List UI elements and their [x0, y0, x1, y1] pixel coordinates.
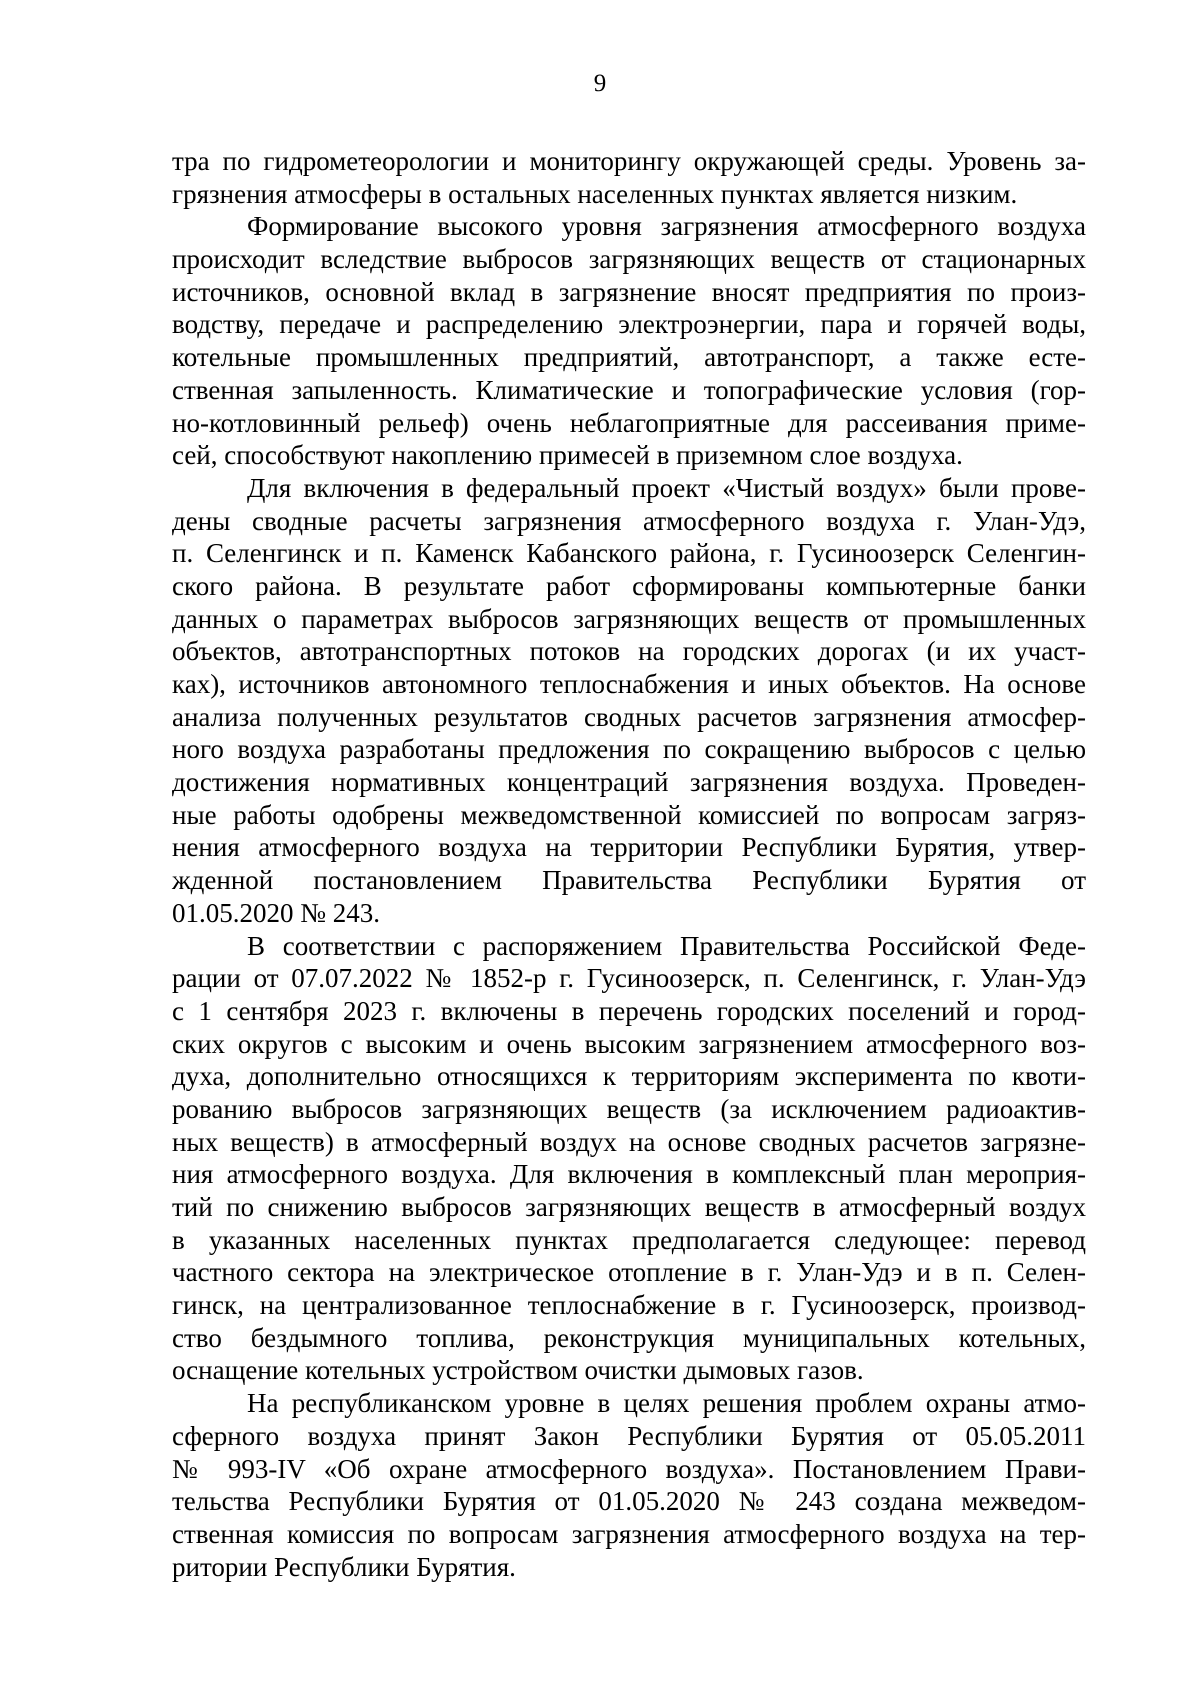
text-line: № 993-IV «Об охране атмосферного воздуха». Постановлением Прави-: [172, 1453, 1086, 1484]
text-line: п. Селенгинск и п. Каменск Кабанского района, г. Гусиноозерск Селенгин-: [172, 538, 1086, 569]
text-line: ках), источников автономного теплоснабжения и иных объектов. На основе: [172, 669, 1086, 699]
text-line: частного сектора на электрическое отопление в г. Улан-Удэ и в п. Селен-: [172, 1257, 1086, 1288]
paragraph: [172, 930, 1086, 1388]
text-line: дены сводные расчеты загрязнения атмосферного воздуха г. Улан-Удэ,: [172, 505, 1086, 536]
document-body: [172, 145, 1086, 1583]
text-line: котельные промышленных предприятий, автотранспорт, а также есте-: [172, 342, 1086, 373]
text-line: водству, передаче и распределению электроэнергии, пара и горячей воды,: [172, 309, 1086, 340]
text-line: достижения нормативных концентраций загрязнения воздуха. Проведен-: [172, 767, 1086, 798]
text-line: ритории Республики Бурятия.: [172, 1551, 516, 1582]
text-line: рации от 07.07.2022 № 1852-р г. Гусиноозерск, п. Селенгинск, г. Улан-Удэ: [172, 963, 1086, 994]
text-line: Для включения в федеральный проект «Чистый воздух» были прове-: [247, 472, 1086, 503]
paragraph: [172, 145, 1086, 210]
text-line: сферного воздуха принят Закон Республики Бурятия от 05.05.2011: [172, 1420, 1086, 1451]
text-line: гинск, на централизованное теплоснабжение в г. Гусиноозерск, производ-: [172, 1290, 1086, 1321]
text-line: духа, дополнительно относящихся к территориям эксперимента по квоти-: [172, 1061, 1086, 1092]
text-line: 01.05.2020 № 243.: [172, 897, 381, 928]
text-line: грязнения атмосферы в остальных населенных пунктах является низким.: [172, 178, 1018, 209]
text-line: оснащение котельных устройством очистки дымовых газов.: [172, 1355, 864, 1386]
text-line: рованию выбросов загрязняющих веществ (за исключением радиоактив-: [172, 1093, 1086, 1124]
text-line: данных о параметрах выбросов загрязняющих веществ от промышленных: [172, 603, 1086, 634]
text-line: ственная запыленность. Климатические и топографические условия (гор-: [172, 374, 1086, 405]
text-line: ского района. В результате работ сформированы компьютерные банки: [172, 570, 1086, 601]
text-line: На республиканском уровне в целях решения проблем охраны атмо-: [247, 1388, 1086, 1419]
text-line: анализа полученных результатов сводных расчетов загрязнения атмосфер-: [172, 701, 1086, 732]
text-line: жденной постановлением Правительства Республики Бурятия от: [172, 865, 1086, 896]
paragraph: [172, 1387, 1086, 1583]
text-line: ные работы одобрены межведомственной комиссией по вопросам загряз-: [172, 799, 1086, 830]
text-line: В соответствии с распоряжением Правительства Российской Феде-: [247, 930, 1086, 961]
text-line: объектов, автотранспортных потоков на городских дорогах (и их участ-: [172, 636, 1086, 667]
text-line: нения атмосферного воздуха на территории Республики Бурятия, утвер-: [172, 832, 1086, 863]
paragraph: [172, 210, 1086, 472]
text-line: в указанных населенных пунктах предполагается следующее: перевод: [172, 1224, 1086, 1255]
text-line: тий по снижению выбросов загрязняющих веществ в атмосферный воздух: [172, 1192, 1086, 1222]
text-line: ного воздуха разработаны предложения по сокращению выбросов с целью: [172, 734, 1086, 765]
text-line: с 1 сентября 2023 г. включены в перечень городских поселений и город-: [172, 995, 1086, 1026]
page-number: 9: [593, 70, 607, 97]
text-line: сей, способствуют накоплению примесей в приземном слое воздуха.: [172, 440, 963, 471]
text-line: тра по гидрометеорологии и мониторингу окружающей среды. Уровень за-: [172, 146, 1086, 176]
text-line: ственная комиссия по вопросам загрязнения атмосферного воздуха на тер-: [172, 1518, 1086, 1549]
paragraph: [172, 472, 1086, 930]
text-line: источников, основной вклад в загрязнение вносят предприятия по произ-: [172, 276, 1086, 307]
text-line: происходит вследствие выбросов загрязняющих веществ от стационарных: [172, 244, 1086, 275]
text-line: ство бездымного топлива, реконструкция муниципальных котельных,: [172, 1322, 1086, 1353]
text-line: тельства Республики Бурятия от 01.05.2020 № 243 создана межведом-: [172, 1486, 1086, 1517]
text-line: но-котловинный рельеф) очень неблагоприятные для рассеивания приме-: [172, 407, 1086, 438]
text-line: ских округов с высоким и очень высоким загрязнением атмосферного воз-: [172, 1028, 1086, 1059]
text-line: ных веществ) в атмосферный воздух на основе сводных расчетов загрязне-: [172, 1126, 1086, 1157]
text-line: ния атмосферного воздуха. Для включения в комплексный план мероприя-: [172, 1159, 1086, 1190]
text-line: Формирование высокого уровня загрязнения атмосферного воздуха: [247, 211, 1086, 242]
